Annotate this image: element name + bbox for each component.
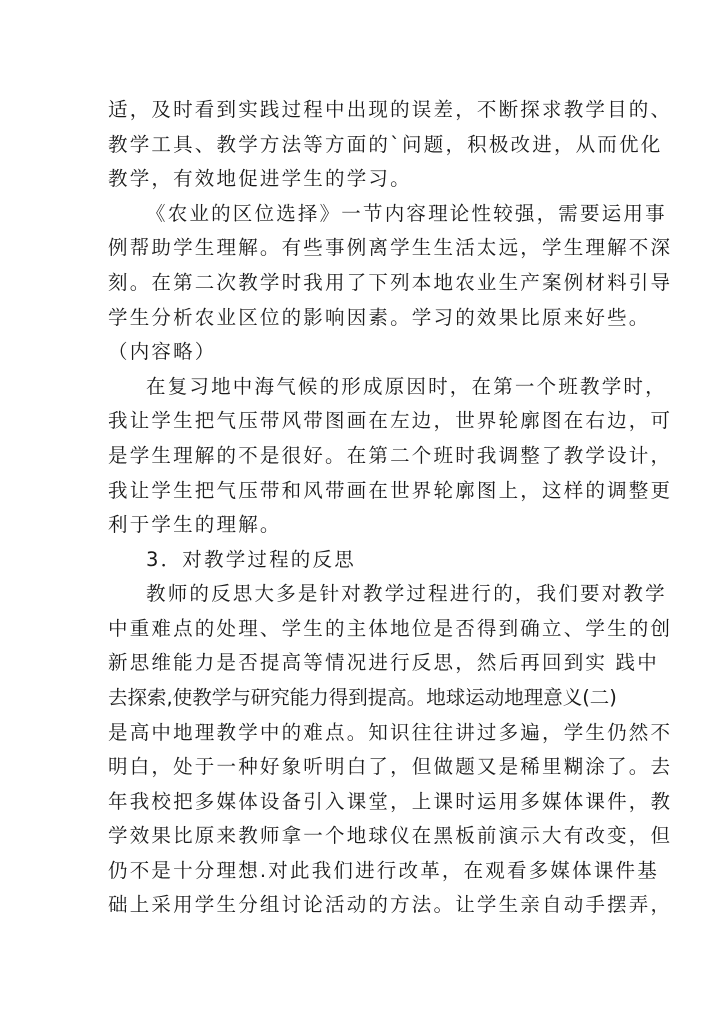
text-line: 是学生理解的不是很好。在第二个班时我调整了教学设计，: [108, 444, 673, 467]
text-line: 础上采用学生分组讨论活动的方法。让学生亲自动手摆弄，: [108, 893, 673, 916]
text-line: 年我校把多媒体设备引入课堂，上课时运用多媒体课件，教: [108, 790, 673, 813]
text-line: 中重难点的处理、学生的主体地位是否得到确立、学生的创: [108, 617, 673, 640]
text-line: 利于学生的理解。: [108, 513, 282, 536]
text-line: 我让学生把气压带和风带画在世界轮廓图上，这样的调整更: [108, 479, 673, 502]
text-line: 教学工具、教学方法等方面的`问题，积极改进，从而优化: [108, 133, 663, 156]
text-line: 适，及时看到实践过程中出现的误差，不断探求教学目的、: [108, 98, 673, 121]
text-line: 教师的反思大多是针对教学过程进行的，我们要对教学: [146, 582, 667, 605]
text-line: 在复习地中海气候的形成原因时，在第一个班教学时，: [146, 375, 667, 398]
text-line: 《农业的区位选择》一节内容理论性较强，需要运用事: [146, 202, 667, 225]
text-line: 例帮助学生理解。有些事例离学生生活太远，学生理解不深: [108, 236, 673, 259]
text-line: 学效果比原来教师拿一个地球仪在黑板前演示大有改变，但: [108, 824, 673, 847]
text-line: 去探索,使教学与研究能力得到提高。地球运动地理意义(二): [108, 686, 617, 709]
text-line: 教学，有效地促进学生的学习。: [108, 167, 412, 190]
text-line: 刻。在第二次教学时我用了下列本地农业生产案例材料引导: [108, 271, 673, 294]
text-line: 明白，处于一种好象听明白了，但做题又是稀里糊涂了。去: [108, 755, 673, 778]
text-line: 学生分析农业区位的影响因素。学习的效果比原来好些。: [108, 306, 651, 329]
text-line: 仍不是十分理想.对此我们进行改革，在观看多媒体课件基: [108, 859, 659, 882]
section-heading: 3．对教学过程的反思: [146, 548, 356, 571]
text-line: 是高中地理教学中的难点。知识往往讲过多遍，学生仍然不: [108, 721, 673, 744]
text-line: 新思维能力是否提高等情况进行反思，然后再回到实 践中: [108, 651, 659, 674]
text-line: 我让学生把气压带风带图画在左边，世界轮廓图在右边，可: [108, 409, 673, 432]
text-line: （内容略）: [108, 340, 217, 363]
